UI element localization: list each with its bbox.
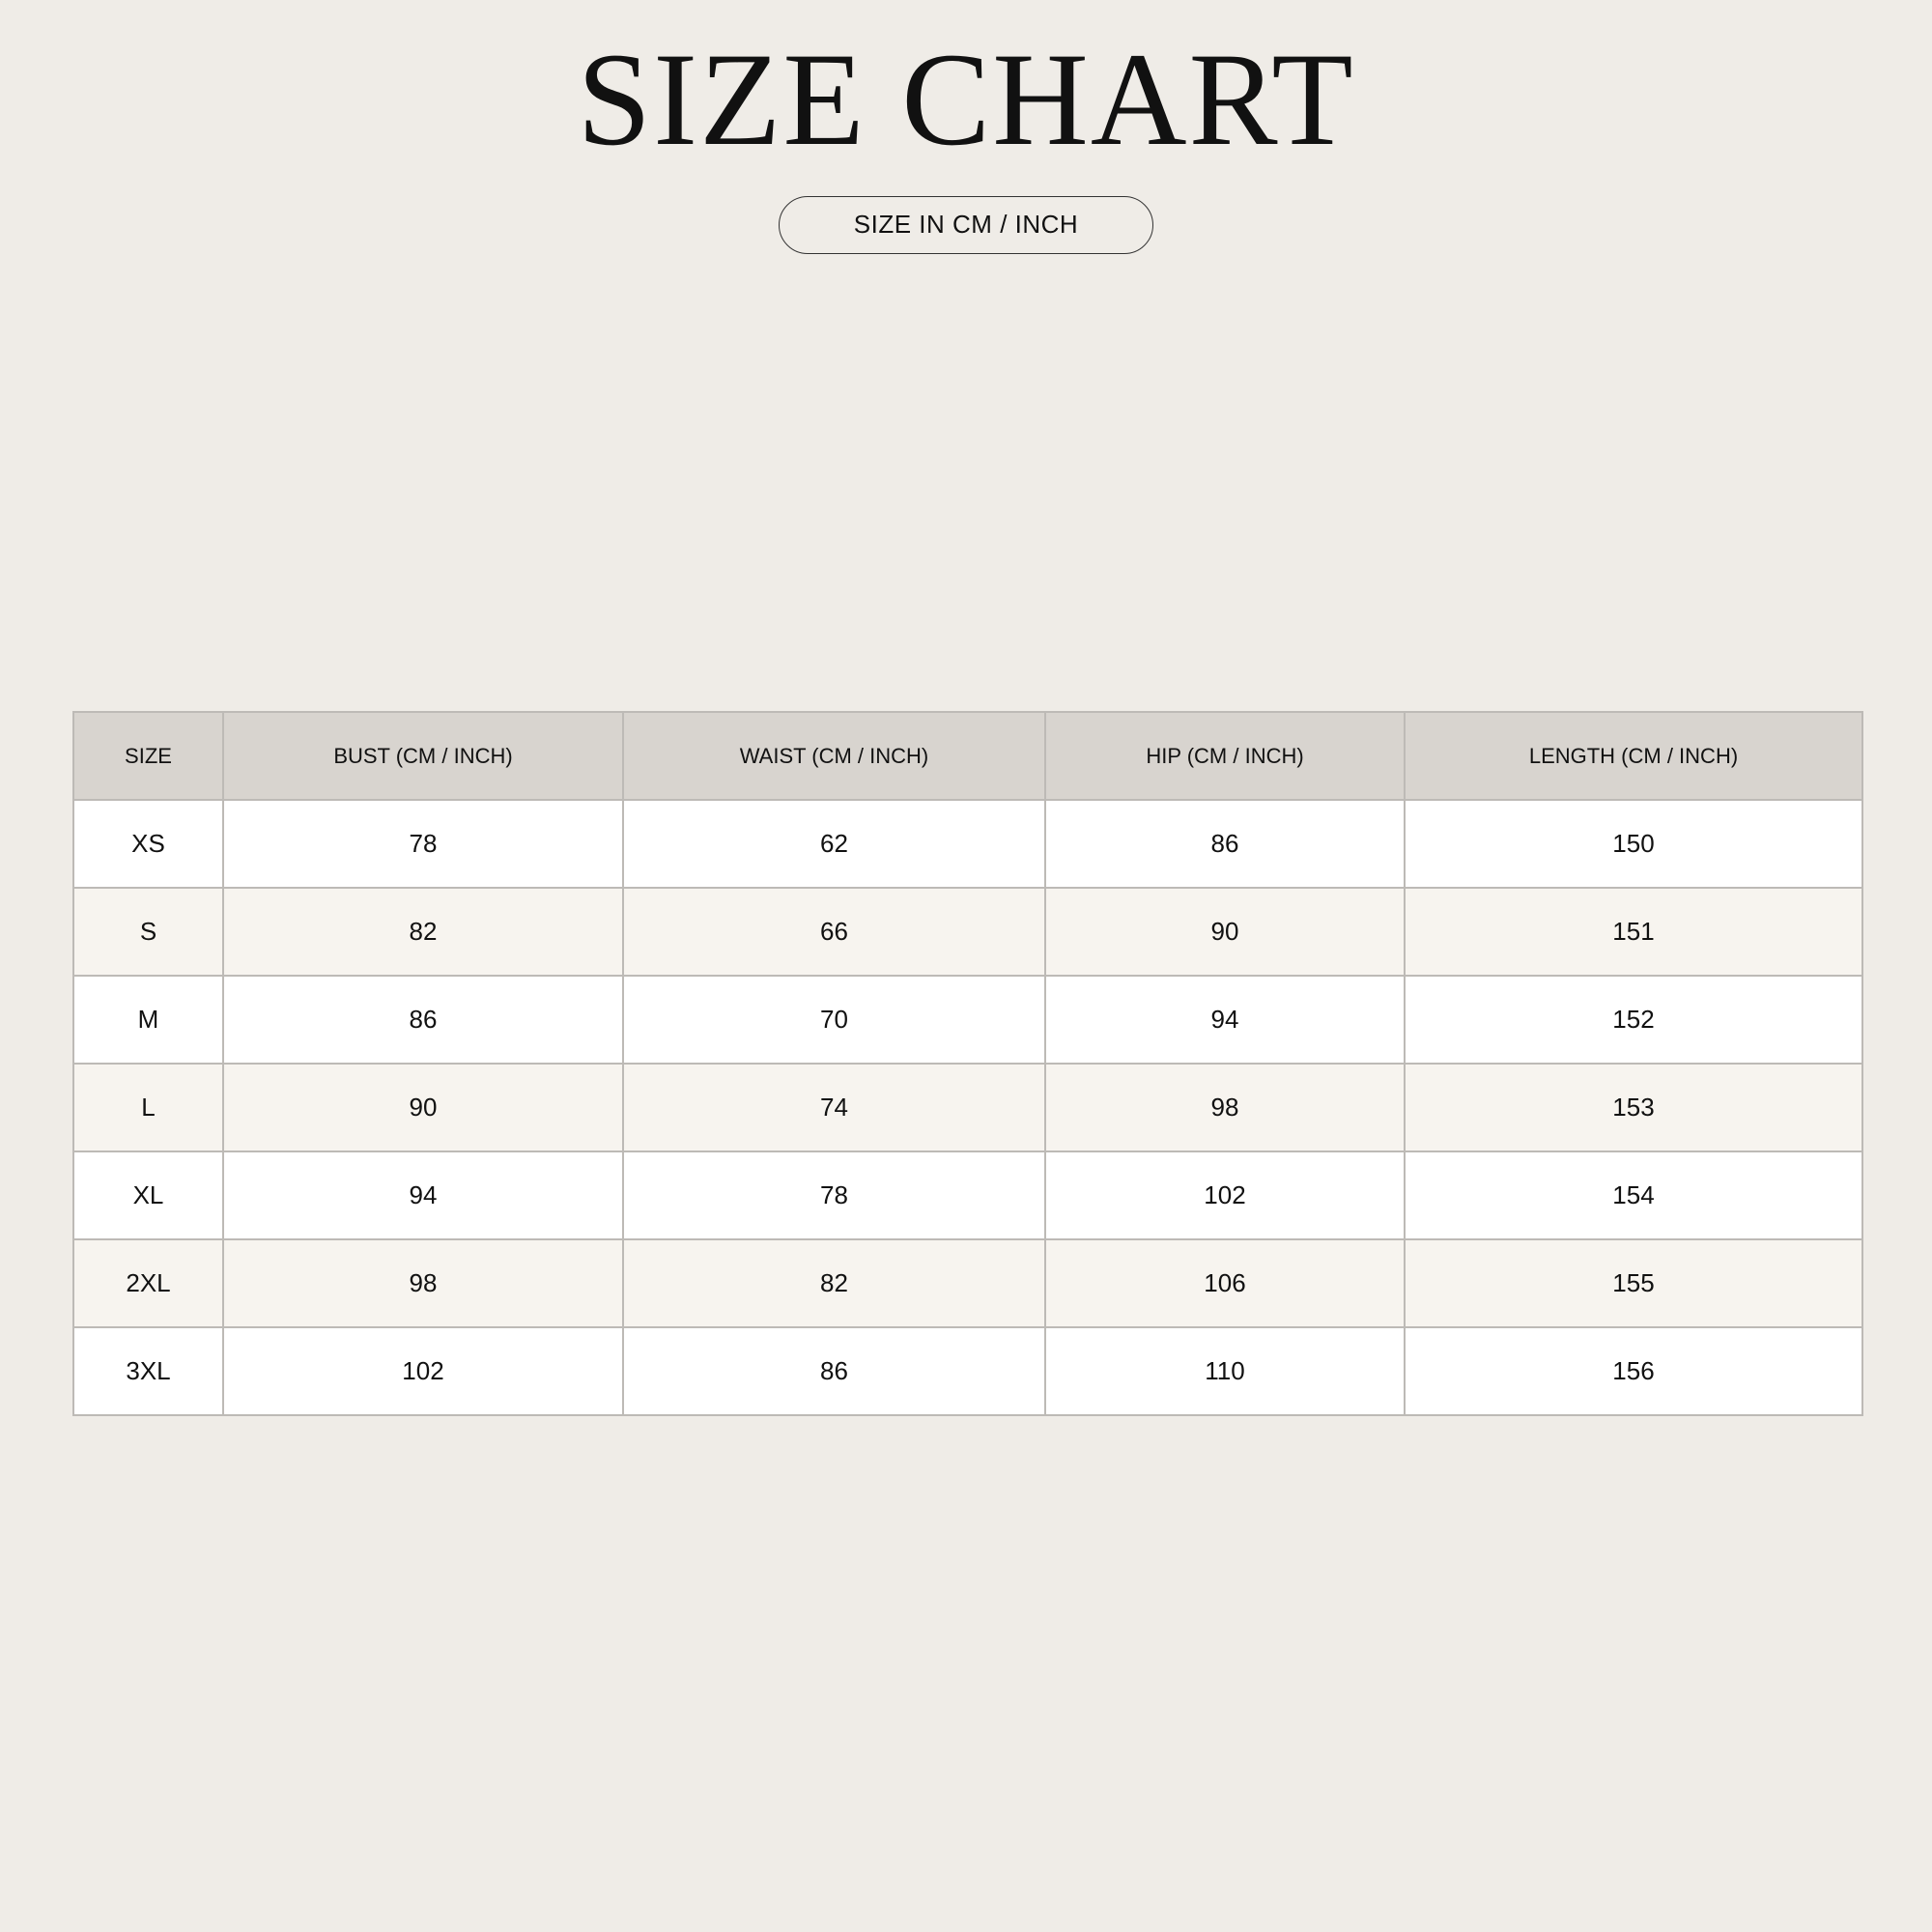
length-cell: 153 bbox=[1405, 1064, 1862, 1151]
hip-cell: 98 bbox=[1045, 1064, 1405, 1151]
length-cell: 152 bbox=[1405, 976, 1862, 1064]
hip-cell: 86 bbox=[1045, 800, 1405, 888]
bust-cell: 102 bbox=[223, 1327, 623, 1415]
column-header-length: LENGTH (CM / INCH) bbox=[1405, 712, 1862, 800]
bust-cell: 98 bbox=[223, 1239, 623, 1327]
table-row bbox=[73, 800, 1862, 888]
table-row bbox=[73, 1151, 1862, 1239]
length-cell: 150 bbox=[1405, 800, 1862, 888]
bust-cell: 82 bbox=[223, 888, 623, 976]
table-row bbox=[73, 976, 1862, 1064]
waist-cell: 78 bbox=[623, 1151, 1045, 1239]
table-header-row bbox=[73, 712, 1862, 800]
bust-cell: 90 bbox=[223, 1064, 623, 1151]
bust-cell: 94 bbox=[223, 1151, 623, 1239]
column-header-size: SIZE bbox=[73, 712, 223, 800]
table-row bbox=[73, 1327, 1862, 1415]
hip-cell: 106 bbox=[1045, 1239, 1405, 1327]
size-table bbox=[72, 711, 1863, 1416]
unit-badge: SIZE IN CM / INCH bbox=[779, 196, 1153, 254]
length-cell: 151 bbox=[1405, 888, 1862, 976]
bust-cell: 86 bbox=[223, 976, 623, 1064]
size-cell: XL bbox=[73, 1151, 223, 1239]
table-row bbox=[73, 1239, 1862, 1327]
size-cell: M bbox=[73, 976, 223, 1064]
waist-cell: 62 bbox=[623, 800, 1045, 888]
hip-cell: 110 bbox=[1045, 1327, 1405, 1415]
page-title: SIZE CHART bbox=[577, 25, 1355, 173]
waist-cell: 82 bbox=[623, 1239, 1045, 1327]
column-header-waist: WAIST (CM / INCH) bbox=[623, 712, 1045, 800]
size-cell: L bbox=[73, 1064, 223, 1151]
hip-cell: 90 bbox=[1045, 888, 1405, 976]
waist-cell: 74 bbox=[623, 1064, 1045, 1151]
waist-cell: 86 bbox=[623, 1327, 1045, 1415]
size-cell: 3XL bbox=[73, 1327, 223, 1415]
table-row bbox=[73, 888, 1862, 976]
length-cell: 154 bbox=[1405, 1151, 1862, 1239]
length-cell: 155 bbox=[1405, 1239, 1862, 1327]
waist-cell: 66 bbox=[623, 888, 1045, 976]
bust-cell: 78 bbox=[223, 800, 623, 888]
waist-cell: 70 bbox=[623, 976, 1045, 1064]
table-row bbox=[73, 1064, 1862, 1151]
size-cell: XS bbox=[73, 800, 223, 888]
hip-cell: 94 bbox=[1045, 976, 1405, 1064]
length-cell: 156 bbox=[1405, 1327, 1862, 1415]
column-header-bust: BUST (CM / INCH) bbox=[223, 712, 623, 800]
size-cell: S bbox=[73, 888, 223, 976]
size-cell: 2XL bbox=[73, 1239, 223, 1327]
column-header-hip: HIP (CM / INCH) bbox=[1045, 712, 1405, 800]
hip-cell: 102 bbox=[1045, 1151, 1405, 1239]
